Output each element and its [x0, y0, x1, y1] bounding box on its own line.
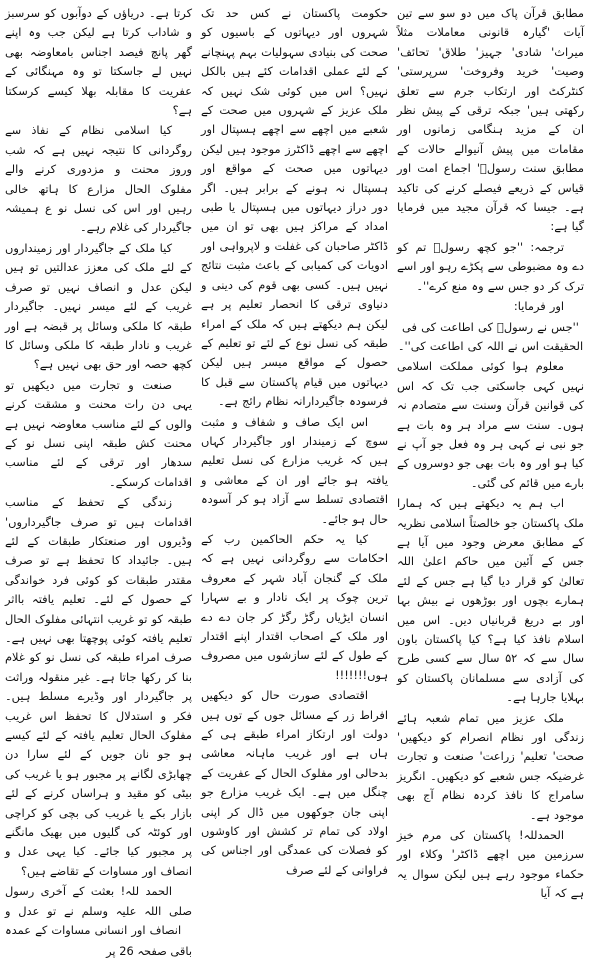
- paragraph: ملک عزیز میں تمام شعبہ ہائے زندگی اور نظام انصرام کو دیکھیں' صحت' تعلیم' زراعت' صنعت و تجارت غرضیکہ جس شعبے کو دیکھیں۔ انگریز سامراج کا نافذ کردہ نظام آج بھی موجود ہے۔: [397, 710, 584, 822]
- column-right: [397, 4, 584, 901]
- column-footer: [5, 882, 192, 940]
- paragraph: اب ہم یہ دیکھتے ہیں کہ ہمارا ملک پاکستان جو خالصتاً اسلامی نظریہ کے مطابق معرض وجود میں آیا ہے جس کے آئین میں حاکم اعلیٰ اللہ تعالیٰ کو قرار دیا گیا ہے جس کے لئے ہمارے بچوں اور بوڑھوں نے بیش بہا اور بے دریغ قربانیاں دیں۔ اس میں اسلام نافذ کیا ہے؟ کیا پاکستان باون سال سے کہ ۵۲ سال سے کسی طرح کی آزادی سے مسلمانان پاکستان کو بہلایا جارہا ہے۔: [397, 496, 584, 705]
- paragraph: اس ایک صاف و شفاف و مثبت سوچ کے زمیندار اور جاگیردار کہاں ہیں کہ غریب مزارع کی نسل تعلیم یافتہ ہو جائے اور ان کے معاشی و اقتصادی تسلط سے آزاد ہو کر آسودہ حال ہو جائے۔: [201, 414, 388, 526]
- column-middle: [201, 4, 388, 877]
- paragraph: کیا یہ حکم الحاکمین رب کے احکامات سے روگردانی نہیں ہے کہ ملک کے گنجان آباد شہر کے معروف ترین چوک پر ایک نادار و بے سہارا انسان ایڑیاں رگڑ رگڑ کر جان دے دے اور ملک کے اصحاب اقتدار اپنے اقتدار کے طول کے لئے سازشوں میں مصروف ہوں!!!!!!!: [201, 531, 388, 682]
- paragraph: ترجمہ: ''جو کچھ رسولؐ تم کو دے وہ مضبوطی سے پکڑے رہو اور اسے ترک کر دو جس سے وہ منع کرے''۔: [397, 239, 584, 293]
- paragraph: الحمد للہ! بعثت کے آخری رسول صلی اللہ علیہ وسلم نے تو عدل و انصاف اور انسانی مساوات کے عمدہ: [5, 884, 192, 938]
- continued-on-page-note[interactable]: باقی صفحہ 26 پر: [106, 943, 192, 958]
- paragraph: زندگی کے تحفظ کے مناسب اقدامات ہیں تو صرف جاگیرداروں' وڈیروں اور صنعتکار طبقات کے لئے ہیں۔ جائیداد کا تحفظ ہے تو صرف مقتدر طبقات کو کوئی فرد خواندگی کے حصول کے لئے۔ تعلیم یافتہ بااثر طبقہ کو تو غریب انتہائی مفلوک الحال تعلیم یافتہ کوئی پوچھتا بھی نہیں ہے۔ صرف امراء طبقہ کی نسل نو کو غلام بنا کر رکھا جاتا ہے۔ غیر منقولہ وراثت پر جاگیردار اور وڈیرے مسلط ہیں۔ فکر و استدلال کا تحفظ اس غریب مفلوک الحال تعلیم یافتہ کے لئے کیسے ہو جو نان جویں کے لئے سارا دن چھابڑی لگانے پر مجبور ہو یا غریب کی بیٹی کو مقید و ہراساں کرنے کے لئے بازار بکے یا غریب کی بچی کو کراچی اور کوئٹہ کی گلیوں میں بھیک مانگنے پر مجبور کیا جائے۔ کیا یہی عدل و انصاف اور مساوات کے تقاضے ہیں؟: [5, 495, 192, 878]
- paragraph: اور فرمایا:: [513, 299, 564, 314]
- paragraph: مطابق قرآن پاک میں دو سو سے تین آیات 'گیارہ قانونی معاملات مثلاً میراث' شادی' جہیز' طلاق' تحائف' وصیت' خرید وفروخت' سرپرستی' کنٹرکٹ اور ارتکاب جرم سے تعلق رکھتی ہیں' جبکہ ترقی کے پیش نظر ان کے مزید ہنگامی زمانوں اور مقامات میں پیش آنیوالے حالات کے مطابق سنت رسولؐ' اجماع امت اور قیاس کے ذریعے فیصلے کرنے کی تاکید ہے۔ جیسا کہ قرآن مجید میں فرمایا گیا ہے:: [397, 6, 584, 234]
- quotation: ''جس نے رسولؐ کی اطاعت کی فی الحقیقت اس نے اللہ کی اطاعت کی''۔: [397, 319, 584, 353]
- paragraph: صنعت و تجارت میں دیکھیں تو یہی دن رات محنت و مشقت کرنے والوں کے لئے مناسب معاوضہ نہیں ہے محنت کش طبقہ اپنی نسل نو کے سدھار اور ترقی کے لئے مناسب اقدامات کرسکے۔: [5, 377, 192, 489]
- paragraph: الحمدللہ! پاکستان کی مرم خیز سرزمین میں اچھے ڈاکٹر' وکلاء اور حکماء موجود رہے ہیں لیکن سوال یہ ہے کہ آیا: [397, 828, 584, 901]
- continuation-row: [5, 942, 192, 961]
- paragraph: کیا ملک کے جاگیردار اور زمینداروں کے لئے ملک کی معزز عدالتیں تو ہیں لیکن عدل و انصاف نہیں تو صرف غریب کے لئے میسر نہیں۔ جاگیردار طبقہ کا ملکی وسائل پر قبضہ ہے اور غریب و نادار طبقہ کا ملکی وسائل کا کچھ حصہ اور حق بھی نہیں ہے؟: [5, 240, 192, 372]
- paragraph: معلوم ہوا کوئی مملکت اسلامی نہیں کہی جاسکتی جب تک کہ اس کی قوانین قرآن وسنت سے متصادم نہ ہوں۔ سنت سے مراد ہر وہ بات ہے جو نبی نے کہی ہر وہ فعل جو آپ نے کیا ہو اور وہ بات بھی جو دوسروں کے بارے میں قائم کی گئی۔: [397, 359, 584, 490]
- paragraph: کرتا ہے۔ دریاؤں کے دوآبوں کو سرسبز و شاداب کرتا ہے لیکن جب وہ اپنے گھر پانچ فیصد اجناس بامعاوضہ بھی نہیں لے جاسکتا تو وہ مہنگائی کے عفریت کا مقابلہ بھلا کیسے کرسکتا ہے؟: [5, 6, 192, 118]
- paragraph: کیا اسلامی نظام کے نفاذ سے روگردانی کا نتیجہ نہیں ہے کہ شب وروز محنت و مزدوری کرنے والے مفلوک الحال مزارع کا ہاتھ خالی رہیں اور اس کی نسل نو ع ہمیشہ جاگیردار کی غلام رہے۔: [5, 123, 192, 235]
- paragraph: حکومت پاکستان نے کس حد تک شہروں اور دیہاتوں کے باسیوں کو صحت کی بنیادی سہولیات بہم پہنچانے کے لئے عملی اقدامات کئے ہیں بالکل نہیں؟ اس میں کوئی شک نہیں کہ ملک عزیز کے شہروں میں صحت کے شعبے میں اچھے سے اچھے ہسپتال اور اچھے سے اچھے ڈاکٹرز موجود ہیں لیکن دیہاتوں میں صحت کے مواقع اور ہسپتال نہ ہونے کے برابر ہیں۔ اگر دور دراز دیہاتوں میں ہسپتال یا طبی امداد کے مراکز ہیں بھی تو ان میں ڈاکٹر صاحبان کی غفلت و لاپرواہی اور ادویات کی کمیابی کے باعث مثبت نتائج نہیں ہیں۔ کسی بھی قوم کی دینی و دنیاوی ترقی کا انحصار تعلیم پر ہے لیکن ہم دیکھتے ہیں کہ ملک کے امراء طبقہ کی نسل نوع کے لئے تو تعلیم کے حصول کے مواقع میسر ہیں لیکن دیہاتوں میں قیام پاکستان سے قبل کا فرسودہ جاگیردارانہ نظام رائج ہے۔: [201, 6, 388, 409]
- paragraph: اقتصادی صورت حال کو دیکھیں افراط زر کے مسائل جوں کے توں ہیں دولت اور ارتکاز امراء طبقے ہی کے ہاں ہے اور غریب ماہانہ معاشی بدحالی اور مفلوک الحال کے عفریت کے چنگل میں ہے۔ ایک غریب مزارع جو اپنی جان جوکھوں میں ڈال کر اپنی اولاد کی تمام تر کشش اور کاوشوں کو فصلات کی عمدگی اور اجناس کی فراوانی کے لئے صرف: [201, 688, 388, 877]
- column-left: [5, 4, 192, 958]
